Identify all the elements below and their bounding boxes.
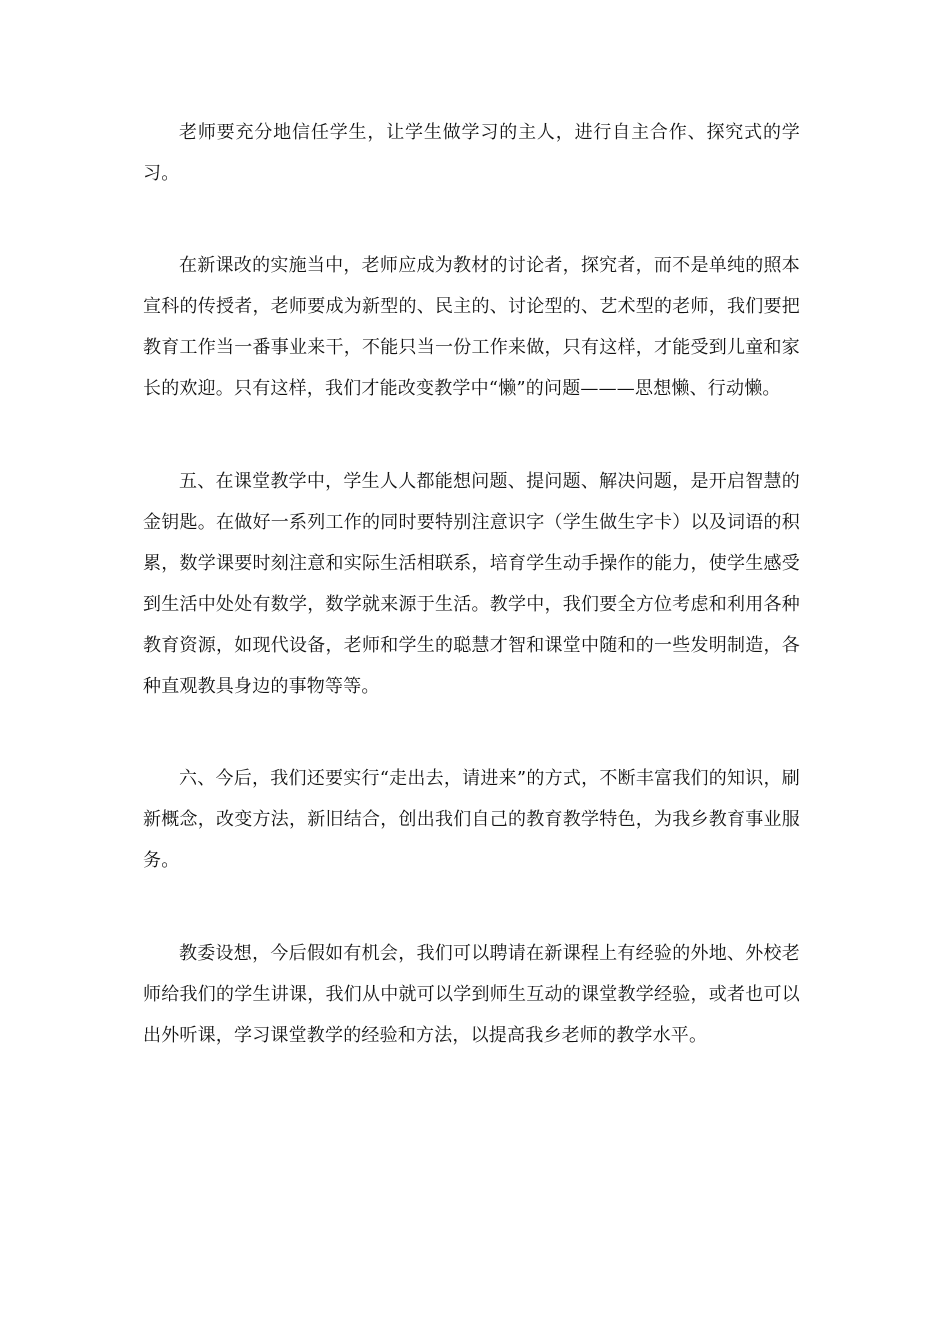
- paragraph-education-plan: 教委设想，今后假如有机会，我们可以聘请在新课程上有经验的外地、外校老师给我们的学生讲课，我们从中就可以学到师生互动的课堂教学经验，或者也可以出外听课，学习课堂教学的经验和方法，以提高我乡老师的教学水平。: [143, 943, 800, 1046]
- paragraph-section-five: 五、在课堂教学中，学生人人都能想问题、提问题、解决问题，是开启智慧的金钥匙。在做好一系列工作的同时要特别注意识字（学生做生字卡）以及词语的积累，数学课要时刻注意和实际生活相联系，培育学生动手操作的能力，使学生感受到生活中处处有数学，数学就来源于生活。教学中，我们要全方位考虑和利用各种教育资源，如现代设备，老师和学生的聪慧才智和课堂中随和的一些发明制造，各种直观教具身边的事物等等。: [143, 471, 800, 697]
- paragraph-new-curriculum: 在新课改的实施当中，老师应成为教材的讨论者，探究者，而不是单纯的照本宣科的传授者，老师要成为新型的、民主的、讨论型的、艺术型的老师，我们要把教育工作当一番事业来干，不能只当一份工作来做，只有这样，才能受到儿童和家长的欢迎。只有这样，我们才能改变教学中“懒”的问题———思想懒、行动懒。: [143, 255, 800, 399]
- paragraph-section-six: 六、今后，我们还要实行“走出去，请进来”的方式，不断丰富我们的知识，刷新概念，改变方法，新旧结合，创出我们自己的教育教学特色，为我乡教育事业服务。: [143, 768, 800, 871]
- paragraph-trust-students: 老师要充分地信任学生，让学生做学习的主人，进行自主合作、探究式的学习。: [143, 122, 800, 184]
